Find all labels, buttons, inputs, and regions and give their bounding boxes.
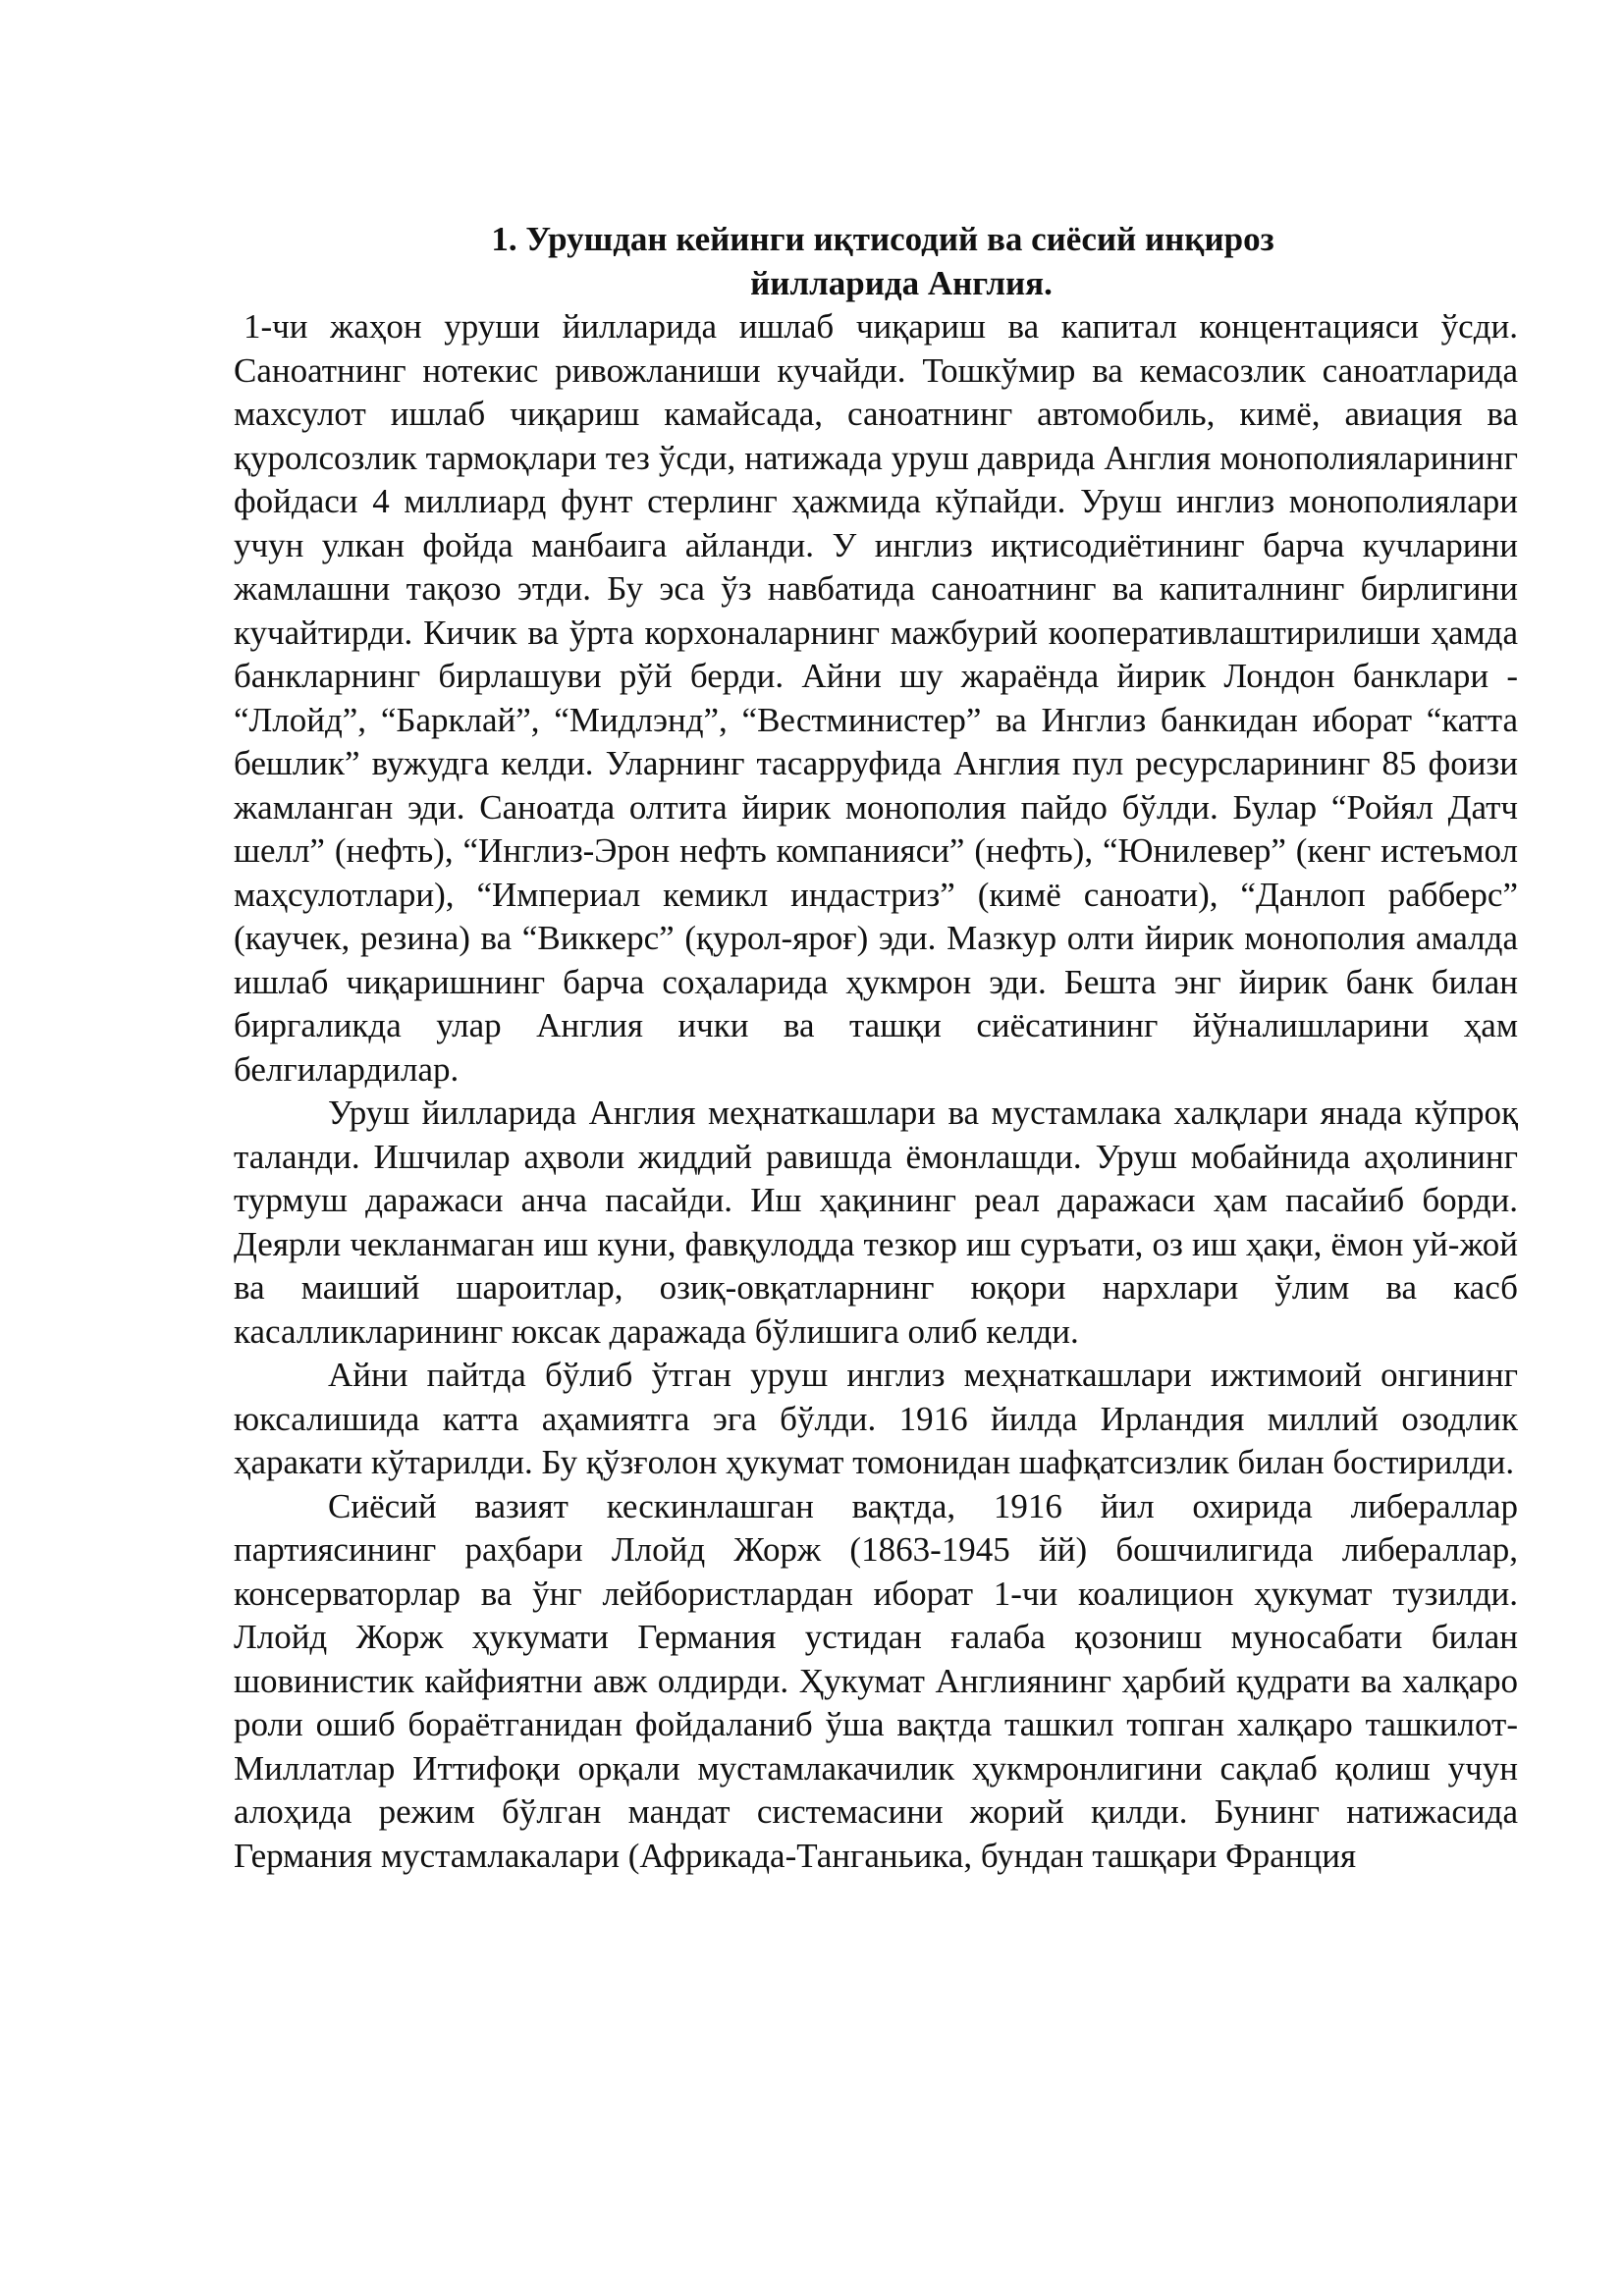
- title-line-1: 1. Урушдан кейинги иқтисодий ва сиёсий инқироз: [491, 220, 1274, 258]
- document-title: [234, 218, 1518, 305]
- document-page: [234, 218, 1518, 1878]
- paragraph-3: Айни пайтда бўлиб ўтган уруш инглиз меҳнаткашлари ижтимоий онгининг юксалишида катта аҳамиятга эга бўлди. 1916 йилда Ирландия миллий озодлик ҳаракати кўтарилди. Бу қўзғолон ҳукумат томонидан шафқатсизлик билан бостирилди.: [234, 1356, 1518, 1481]
- paragraph-2: Уруш йилларида Англия меҳнаткашлари ва мустамлака халқлари янада кўпроқ таланди. Ишчилар аҳволи жиддий равишда ёмонлашди. Уруш мобайнида аҳолининг турмуш даражаси анча пасайди. Иш ҳақининг реал даражаси ҳам пасайиб борди. Деярли чекланмаган иш куни, фавқулодда тезкор иш суръати, оз иш ҳақи, ёмон уй-жой ва маиший шароитлар, озиқ-овқатларнинг юқори нархлари ўлим ва касб касалликларининг юксак даражада бўлишига олиб келди.: [234, 1094, 1518, 1351]
- paragraph-4: Сиёсий вазият кескинлашган вақтда, 1916 йил охирида либераллар партиясининг раҳбари Ллойд Жорж (1863-1945 йй) бошчилигида либераллар, консерваторлар ва ўнг лейбористлардан иборат 1-чи коалицион ҳукумат тузилди. Ллойд Жорж ҳукумати Германия устидан ғалаба қозониш муносабати билан шовинистик кайфиятни авж олдирди. Ҳукумат Англиянинг ҳарбий қудрати ва халқаро роли ошиб бораётганидан фойдаланиб ўша вақтда ташкил топган халқаро ташкилот-Миллатлар Иттифоқи орқали мустамлакачилик ҳукмронлигини сақлаб қолиш учун алоҳида режим бўлган мандат системасини жорий қилди. Бунинг натижасида Германия мустамлакалари (Африкада-Танганьика, бундан ташқари Франция: [234, 1486, 1518, 1875]
- paragraph-1: 1-чи жаҳон уруши йилларида ишлаб чиқариш ва капитал концентацияси ўсди. Саноатнинг нотекис ривожланиши кучайди. Тошкўмир ва кемасозлик саноатларида махсулот ишлаб чиқариш камайсада, саноатнинг автомобиль, кимё, авиация ва қуролсозлик тармоқлари тез ўсди, натижада уруш даврида Англия монополияларининг фойдаси 4 миллиард фунт стерлинг ҳажмида кўпайди. Уруш инглиз монополиялари учун улкан фойда манбаига айланди. У инглиз иқтисодиётининг барча кучларини жамлашни тақозо этди. Бу эса ўз навбатида саноатнинг ва капиталнинг бирлигини кучайтирди. Кичик ва ўрта корхоналарнинг мажбурий кооперативлаштирилиши ҳамда банкларнинг бирлашуви рўй берди. Айни шу жараёнда йирик Лондон банклари - “Ллойд”, “Барклай”, “Мидлэнд”, “Вестминистер” ва Инглиз банкидан иборат “катта бешлик” вужудга келди. Уларнинг тасарруфида Англия пул ресурсларининг 85 фоизи жамланган эди. Саноатда олтита йирик монополия пайдо бўлди. Булар “Ройял Датч шелл” (нефть), “Инглиз-Эрон нефть компанияси” (нефть), “Юнилевер” (кенг истеъмол маҳсулотлари), “Империал кемикл индастриз” (кимё саноати), “Данлоп рабберс” (каучек, резина) ва “Виккерс” (қурол-яроғ) эди. Мазкур олти йирик монополия амалда ишлаб чиқаришнинг барча соҳаларида ҳукмрон эди. Бешта энг йирик банк билан биргаликда улар Англия ички ва ташқи сиёсатининг йўналишларини ҳам белгилардилар.: [234, 307, 1518, 1089]
- title-line-2: йилларида Англия.: [750, 263, 1053, 302]
